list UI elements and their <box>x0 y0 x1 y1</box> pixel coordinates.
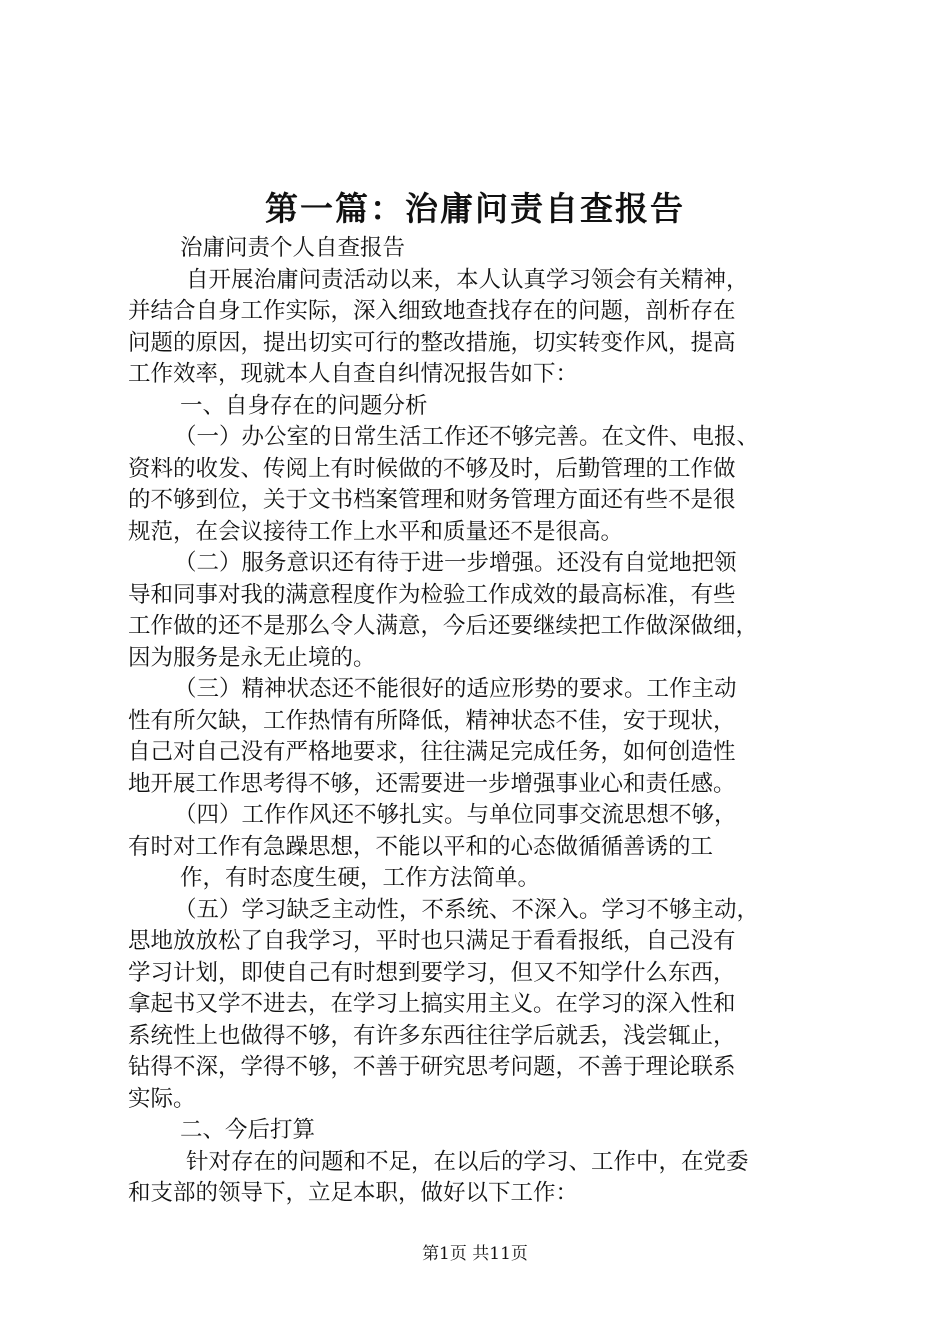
text-line: 工作做的还不是那么令人满意，今后还要继续把工作做深做细， <box>128 613 759 639</box>
text-line: （二）服务意识还有待于进一步增强。还没有自觉地把领 <box>174 550 737 576</box>
text-line: 导和同事对我的满意程度作为检验工作成效的最高标准，有些 <box>128 581 736 608</box>
text-line: 工作效率，现就本人自查自纠情况报告如下： <box>128 361 579 387</box>
text-line: 并结合自身工作实际，深入细致地查找存在的问题，剖析存在 <box>128 298 736 324</box>
text-line: 实际。 <box>128 1085 196 1112</box>
text-line: 的不够到位，关于文书档案管理和财务管理方面还有些不是很 <box>128 487 736 513</box>
text-line: 作，有时态度生硬，工作方法简单。 <box>180 865 541 891</box>
text-line: 地开展工作思考得不够，还需要进一步增强事业心和责任感。 <box>128 770 736 797</box>
text-line: 一、自身存在的问题分析 <box>180 392 428 419</box>
text-line: （五）学习缺乏主动性，不系统、不深入。学习不够主动， <box>174 896 760 923</box>
text-line: 二、今后打算 <box>180 1117 316 1143</box>
text-line: 有时对工作有急躁思想，不能以平和的心态做循循善诱的工 <box>128 833 714 860</box>
text-line: 和支部的领导下，立足本职，做好以下工作： <box>128 1180 579 1206</box>
text-line: 因为服务是永无止境的。 <box>128 644 376 671</box>
document-body <box>128 233 848 1210</box>
page-footer: 第1页 共11页 <box>422 1244 528 1264</box>
text-line: 规范，在会议接待工作上水平和质量还不是很高。 <box>128 518 624 545</box>
text-line: 资料的收发、传阅上有时候做的不够及时，后勤管理的工作做 <box>128 455 736 482</box>
text-line: 系统性上也做得不够，有许多东西往往学后就丢，浅尝辄止， <box>128 1022 736 1049</box>
text-line: 拿起书又学不进去，在学习上搞实用主义。在学习的深入性和 <box>128 991 736 1017</box>
text-line: 性有所欠缺，工作热情有所降低，精神状态不佳，安于现状， <box>128 707 736 734</box>
document-title: 第一篇：治庸问责自查报告 <box>265 189 685 228</box>
text-line: 治庸问责个人自查报告 <box>180 235 406 261</box>
text-line: 针对存在的问题和不足，在以后的学习、工作中，在党委 <box>186 1148 749 1175</box>
text-line: 钻得不深，学得不够，不善于研究思考问题，不善于理论联系 <box>128 1054 736 1080</box>
text-line: 自开展治庸问责活动以来，本人认真学习领会有关精神， <box>186 266 749 293</box>
text-line: （三）精神状态还不能很好的适应形势的要求。工作主动 <box>174 676 737 702</box>
text-line: 思地放放松了自我学习，平时也只满足于看看报纸，自己没有 <box>128 928 736 954</box>
text-line: （一）办公室的日常生活工作还不够完善。在文件、电报、 <box>174 424 760 450</box>
text-line: 问题的原因，提出切实可行的整改措施，切实转变作风，提高 <box>128 329 736 356</box>
text-line: （四）工作作风还不够扎实。与单位同事交流思想不够， <box>174 802 737 828</box>
text-line: 自己对自己没有严格地要求，往往满足完成任务，如何创造性 <box>128 739 736 765</box>
text-line: 学习计划，即使自己有时想到要学习，但又不知学什么东西， <box>128 959 736 986</box>
